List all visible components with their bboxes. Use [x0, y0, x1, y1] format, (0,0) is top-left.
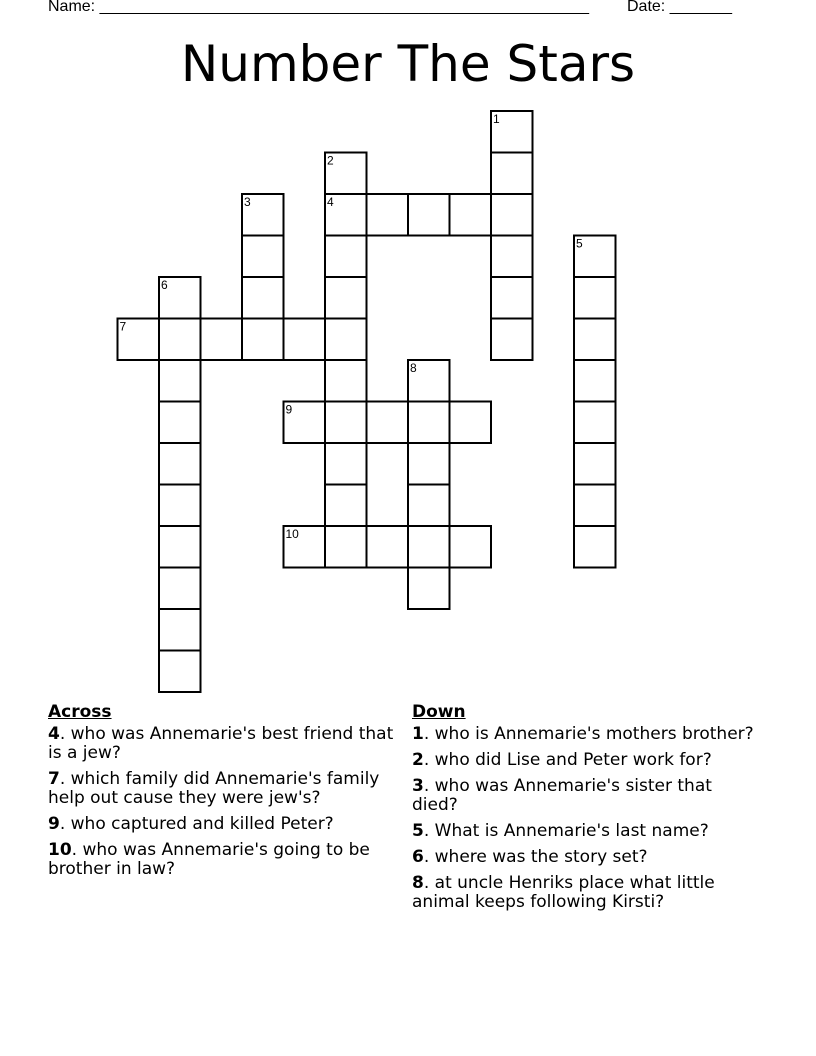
grid-cell[interactable] — [325, 402, 367, 444]
down-clue-5: 5. What is Annemarie's last name? — [412, 821, 709, 841]
grid-cell[interactable] — [242, 319, 284, 361]
grid-cell[interactable] — [325, 443, 367, 485]
clue-text: who was Annemarie's sister that died? — [412, 776, 712, 815]
grid-cell[interactable] — [159, 319, 201, 361]
grid-cell[interactable] — [242, 277, 284, 319]
clue-text: at uncle Henriks place what little animal keeps following Kirsti? — [412, 873, 715, 912]
clue-text: who was Annemarie's going to be brother in law? — [48, 840, 370, 879]
grid-cell[interactable] — [159, 443, 201, 485]
down-clue-6: 6. where was the story set? — [412, 847, 648, 867]
grid-cell[interactable] — [491, 236, 533, 278]
clue-text: who was Annemarie's best friend that is a jew? — [48, 724, 394, 763]
grid-cell[interactable] — [367, 194, 409, 236]
cell-number: 1 — [493, 112, 500, 126]
cell-number: 2 — [327, 153, 334, 168]
across-heading: Across — [48, 702, 112, 722]
grid-cell[interactable] — [284, 319, 326, 361]
down-heading: Down — [412, 702, 466, 722]
down-clue-3: 3. who was Annemarie's sister that died? — [412, 776, 712, 815]
grid-cell[interactable] — [491, 319, 533, 361]
clue-text: who is Annemarie's mothers brother? — [434, 724, 754, 744]
across-clue-10: 10. who was Annemarie's going to be brother in law? — [48, 840, 370, 879]
down-clue-1: 1. who is Annemarie's mothers brother? — [412, 724, 754, 744]
down-clues — [412, 703, 757, 919]
grid-cell[interactable] — [242, 194, 284, 236]
grid-cell[interactable] — [118, 319, 160, 361]
clue-text: who did Lise and Peter work for? — [434, 750, 712, 770]
cell-number: 4 — [327, 195, 334, 209]
across-clue-9: 9. who captured and killed Peter? — [48, 814, 334, 834]
cell-number: 10 — [285, 527, 299, 541]
grid-cell[interactable] — [574, 236, 616, 278]
clue-number: 6 — [412, 847, 424, 867]
grid-cell[interactable] — [325, 236, 367, 278]
grid-cell[interactable] — [408, 194, 450, 236]
clue-number: 4 — [48, 724, 60, 744]
down-clue-8: 8. at uncle Henriks place what little animal keeps following Kirsti? — [412, 873, 715, 912]
grid-cell[interactable] — [367, 526, 409, 568]
name-line[interactable]: Name: _______________________________________________________ — [48, 0, 589, 15]
grid-cell[interactable] — [574, 319, 616, 361]
grid-cell[interactable] — [159, 651, 201, 693]
grid-cell[interactable] — [325, 360, 367, 402]
grid-cell[interactable] — [408, 568, 450, 610]
clue-number: 7 — [48, 769, 60, 789]
clue-text: which family did Annemarie's family help out cause they were jew's? — [48, 769, 380, 808]
grid-cell[interactable] — [325, 485, 367, 527]
grid-cell[interactable] — [325, 194, 367, 236]
grid-cell[interactable] — [367, 402, 409, 444]
grid-cell[interactable] — [491, 111, 533, 153]
clue-number: 5 — [412, 821, 424, 841]
grid-cell[interactable] — [159, 526, 201, 568]
grid-cell[interactable] — [574, 277, 616, 319]
grid-cell[interactable] — [450, 526, 492, 568]
grid-cell[interactable] — [408, 360, 450, 402]
grid-cell[interactable] — [325, 526, 367, 568]
grid-cell[interactable] — [159, 360, 201, 402]
grid-cell[interactable] — [574, 360, 616, 402]
clue-text: who captured and killed Peter? — [70, 814, 334, 834]
clue-number: 10 — [48, 840, 72, 860]
grid-cell[interactable] — [242, 236, 284, 278]
grid-cell[interactable] — [574, 443, 616, 485]
grid-cell[interactable] — [491, 277, 533, 319]
grid-cell[interactable] — [159, 568, 201, 610]
grid-cell[interactable] — [325, 153, 367, 195]
across-clue-4: 4. who was Annemarie's best friend that is a jew? — [48, 724, 394, 763]
cell-number: 6 — [161, 278, 168, 292]
clue-text: where was the story set? — [434, 847, 648, 867]
page-title: Number The Stars — [180, 35, 636, 93]
grid-cell[interactable] — [574, 526, 616, 568]
grid-cell[interactable] — [450, 194, 492, 236]
clue-number: 9 — [48, 814, 60, 834]
clue-text: What is Annemarie's last name? — [434, 821, 709, 841]
clue-number: 8 — [412, 873, 424, 893]
grid-cell[interactable] — [450, 402, 492, 444]
cell-number: 5 — [576, 236, 583, 251]
grid-cell[interactable] — [159, 485, 201, 527]
cell-number: 8 — [410, 361, 417, 375]
clue-number: 1 — [412, 724, 424, 744]
down-clue-2: 2. who did Lise and Peter work for? — [412, 750, 712, 770]
grid-cell[interactable] — [159, 609, 201, 651]
date-line[interactable]: Date: _______ — [627, 0, 732, 15]
grid-cell[interactable] — [408, 443, 450, 485]
grid-cell[interactable] — [491, 194, 533, 236]
cell-number: 9 — [285, 402, 293, 417]
grid-cell[interactable] — [491, 153, 533, 195]
grid-cell[interactable] — [201, 319, 243, 361]
grid-cell[interactable] — [159, 277, 201, 319]
grid-cell[interactable] — [284, 526, 326, 568]
grid-cell[interactable] — [574, 485, 616, 527]
cell-number: 3 — [244, 195, 251, 209]
cell-number: 7 — [119, 319, 127, 334]
grid-cell[interactable] — [284, 402, 326, 444]
grid-cell[interactable] — [325, 277, 367, 319]
clue-number: 3 — [412, 776, 424, 796]
grid-cell[interactable] — [408, 526, 450, 568]
grid-cell[interactable] — [408, 485, 450, 527]
across-clues — [48, 703, 403, 886]
grid-cell[interactable] — [325, 319, 367, 361]
across-clue-7: 7. which family did Annemarie's family help out cause they were jew's? — [48, 769, 380, 808]
grid-cell[interactable] — [159, 402, 201, 444]
grid-cell[interactable] — [408, 402, 450, 444]
grid-cell[interactable] — [574, 402, 616, 444]
clue-number: 2 — [412, 750, 424, 770]
